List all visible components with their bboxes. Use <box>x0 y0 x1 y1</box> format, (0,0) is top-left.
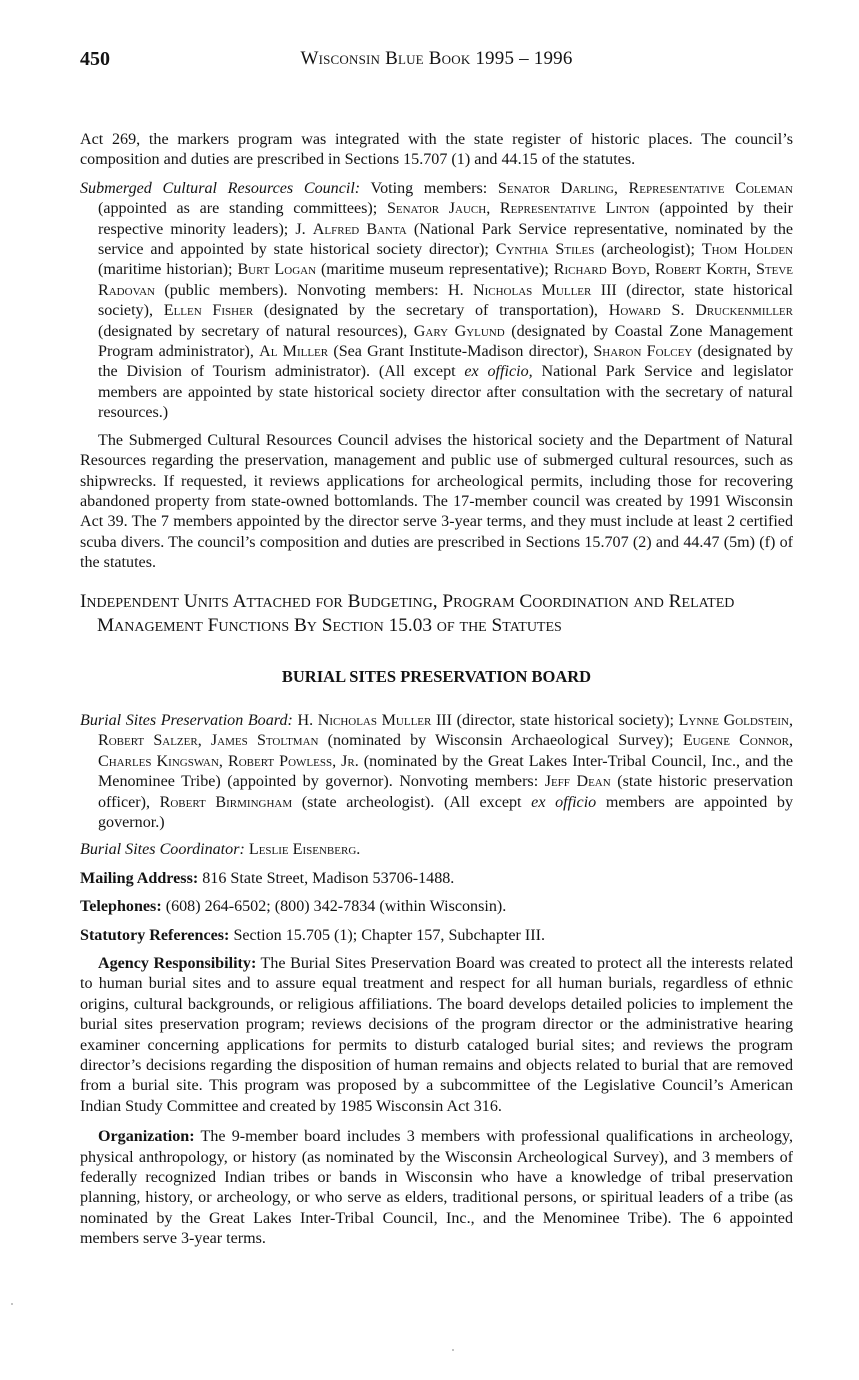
organization: Organization: The 9-member board includes 3 members with professional qualifications in archeology, physical anthropology, or history (as nominated by the Wisconsin Archeological Survey), and 3 members of federally recognized Indian tribes or bands in Wisconsin who have a knowledge of tribal preservation planning, history, or archeology, or who serve as elders, traditional persons, or spiritual leaders of a tribe (as nominated by the Great Lakes Inter-Tribal Council, Inc., and the Menominee Tribe). The 6 appointed members serve 3-year terms. <box>80 1128 793 1248</box>
burial-coordinator: Burial Sites Coordinator: Leslie Eisenberg. <box>80 841 361 859</box>
mailing-address: Mailing Address: 816 State Street, Madison 53706-1488. <box>80 869 455 887</box>
page-header <box>80 48 793 78</box>
scan-speck <box>11 1303 13 1305</box>
submerged-council-members: Submerged Cultural Resources Council: Voting members: Senator Darling, Representative Coleman (appointed as are standing committees); Senator Jauch, Representative Linton (appointed by their respective minority leaders); J. Alfred Banta (National Park Service representative, nominated by the service and appointed by state historical society director); Cynthia Stiles (archeologist); Thom Holden (maritime historian); Burt Logan (maritime museum representative); Richard Boyd, Robert Korth, Steve Radovan (public members). Nonvoting members: H. Nicholas Muller III (director, state historical society), Ellen Fisher (designated by the secretary of transportation), Howard S. Druckenmiller (designated by secretary of natural resources), Gary Gylund (designated by Coastal Zone Management Program administrator), Al Miller (Sea Grant Institute-Madison director), Sharon Folcey (designated by the Division of Tourism administrator). (All except ex officio, National Park Service and legislator members are appointed by state historical society director after consultation with the secretary of natural resources.) <box>80 179 794 422</box>
section-heading: Independent Units Attached for Budgeting, Program Coordination and Related Management Functions By Section 15.03 of the Statutes <box>80 590 735 637</box>
page-body <box>80 130 793 1260</box>
agency-responsibility: Agency Responsibility: The Burial Sites Preservation Board was created to protect all the interests related to human burial sites and to assure equal treatment and respect for all human burials, regardless of ethnic origins, cultural backgrounds, or religious affiliations. The board develops detailed policies to implement the burial sites preservation program; reviews decisions of the program director or the administrative hearing examiner concerning applications for permits to disturb cataloged burial sites; and reviews the program director’s decisions regarding the disposition of human remains and objects related to burial that are removed from a burial site. This program was proposed by a subcommittee of the Legislative Council’s American Indian Study Committee and created by 1985 Wisconsin Act 316. <box>80 955 793 1115</box>
running-title: Wisconsin Blue Book 1995 – 1996 <box>300 48 573 69</box>
board-members: Burial Sites Preservation Board: H. Nicholas Muller III (director, state historical society); Lynne Goldstein, Robert Salzer, James Stoltman (nominated by Wisconsin Archaeological Survey); Eugene Connor, Charles Kingswan, Robert Powless, Jr. (nominated by the Great Lakes Inter-Tribal Council, Inc., and the Menominee Tribe) (appointed by governor). Nonvoting members: Jeff Dean (state historic preservation officer), Robert Birmingham (state archeologist). (All except ex officio members are appointed by governor.) <box>80 711 794 831</box>
statutory-references: Statutory References: Section 15.705 (1); Chapter 157, Subchapter III. <box>80 926 545 944</box>
scan-speck <box>452 1349 454 1351</box>
intro-paragraph: Act 269, the markers program was integrated with the state register of historic places. The council’s composition and duties are prescribed in Sections 15.707 (1) and 44.15 of the statutes. <box>80 131 793 169</box>
submerged-council-label: Submerged Cultural Resources Council: <box>80 179 361 197</box>
page-number: 450 <box>80 48 110 70</box>
board-heading: BURIAL SITES PRESERVATION BOARD <box>281 666 592 686</box>
telephones: Telephones: (608) 264-6502; (800) 342-7834 (within Wisconsin). <box>80 898 507 916</box>
submerged-council-description: The Submerged Cultural Resources Council advises the historical society and the Department of Natural Resources regarding the preservation, management and public use of submerged cultural resources, such as shipwrecks. If requested, it reviews applications for archeological permits, including those for recovering abandoned property from state-owned bottomlands. The 17-member council was created by 1991 Wisconsin Act 39. The 7 members appointed by the director serve 3-year terms, and they must include at least 2 certified scuba divers. The council’s composition and duties are prescribed in Sections 15.707 (2) and 44.47 (5m) (f) of the statutes. <box>80 431 793 572</box>
board-label: Burial Sites Preservation Board: <box>80 711 293 729</box>
